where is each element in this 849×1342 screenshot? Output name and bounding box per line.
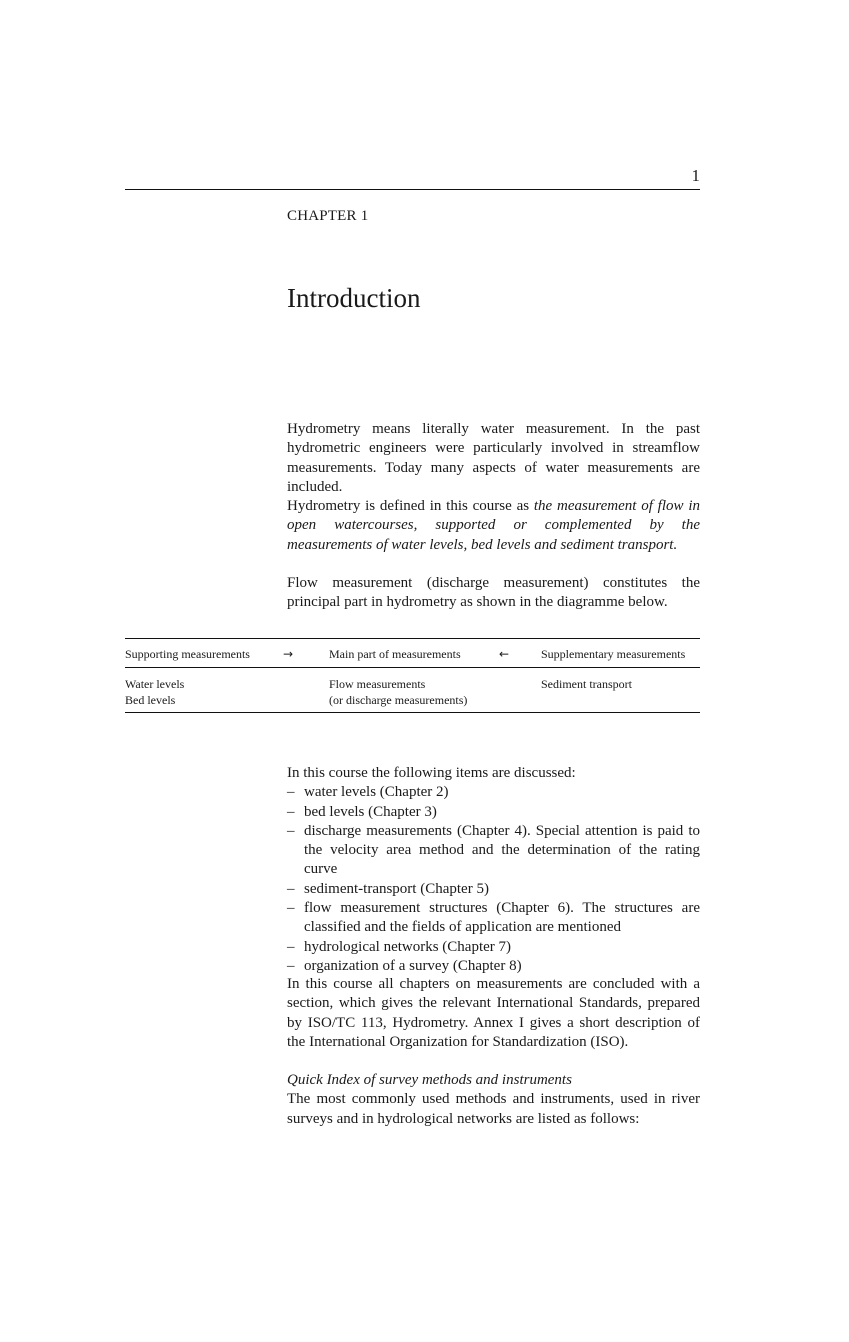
table-cell-main	[329, 676, 467, 708]
list-item: – water levels (Chapter 2)	[287, 783, 700, 802]
list-item: – bed levels (Chapter 3)	[287, 803, 700, 822]
table-header-row	[125, 639, 700, 667]
table-bottom-rule	[125, 712, 700, 713]
table-cell-line: Flow measurements	[329, 677, 426, 691]
header-supporting: Supporting measurements	[125, 647, 250, 661]
intro-paragraph-2	[287, 497, 700, 555]
table-cell-line: (or discharge measurements)	[329, 693, 468, 707]
quick-index-section	[287, 1071, 700, 1129]
quick-index-heading: Quick Index of survey methods and instruments	[287, 1072, 572, 1088]
standards-paragraph: In this course all chapters on measurements are concluded with a section, which gives the relevant International Standards, prepared by ISO/TC 113, Hydrometry. Annex I gives a short description of the International Organization for Standardization (ISO).	[287, 976, 700, 1050]
list-item: – discharge measurements (Chapter 4). Special attention is paid to the velocity area method and the determination of the rating curve	[287, 822, 700, 880]
header-supplementary: Supplementary measurements	[541, 647, 686, 661]
list-item: – sediment-transport (Chapter 5)	[287, 880, 700, 899]
items-intro: In this course the following items are discussed:	[287, 765, 576, 781]
table-cell-supplementary	[541, 676, 632, 692]
arrow-left-icon: ←	[499, 647, 510, 661]
standards-section	[287, 975, 700, 1052]
table-cell-line: Water levels	[125, 677, 185, 691]
items-list	[287, 783, 700, 976]
chapter-title: Introduction	[287, 283, 421, 313]
items-section	[287, 764, 700, 976]
table-cell-supporting	[125, 676, 184, 708]
table-cell-line: Bed levels	[125, 693, 176, 707]
list-item: – flow measurement structures (Chapter 6). The structures are classified and the fields of application are mentioned	[287, 899, 700, 938]
table-body-row	[125, 668, 700, 712]
arrow-right-icon: →	[283, 647, 294, 661]
page-number: 1	[691, 166, 700, 185]
definition-text: the measurement of flow in open watercourses, supported or complemented by the measurements of water levels, bed levels and sediment transport.	[287, 498, 700, 553]
definition-lead: Hydrometry is defined in this course as	[287, 498, 534, 515]
header-main: Main part of measurements	[329, 647, 461, 661]
chapter-label: CHAPTER 1	[287, 208, 369, 224]
quick-index-paragraph: The most commonly used methods and instruments, used in river surveys and in hydrological networks are listed as follows:	[287, 1091, 700, 1127]
measurement-diagram-table	[125, 638, 700, 713]
intro-section	[287, 420, 700, 613]
header-rule	[125, 189, 700, 190]
table-cell-line: Sediment transport	[541, 677, 632, 691]
intro-paragraph-3: Flow measurement (discharge measurement) constitutes the principal part in hydrometry as shown in the diagramme below.	[287, 575, 700, 611]
intro-paragraph-1: Hydrometry means literally water measurement. In the past hydrometric engineers were particularly involved in streamflow measurements. Today many aspects of water measurements are included.	[287, 421, 700, 495]
list-item: – hydrological networks (Chapter 7)	[287, 938, 700, 957]
list-item: – organization of a survey (Chapter 8)	[287, 957, 700, 976]
